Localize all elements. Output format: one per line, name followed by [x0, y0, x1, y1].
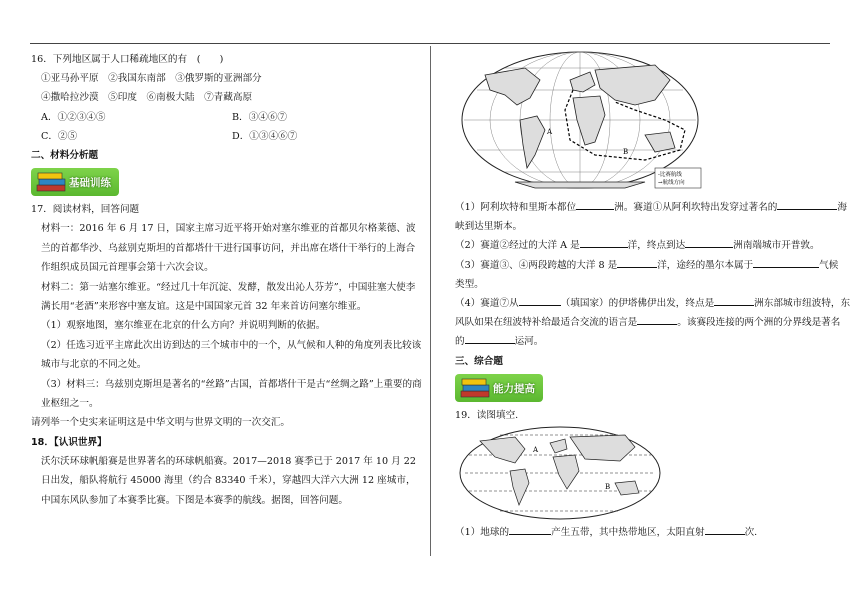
- left-column: [31, 50, 423, 510]
- q18-p3-text-a: （3）赛道③、④两段跨越的大洋 8 是: [455, 259, 618, 271]
- q18-p4-text-d: 风队如果在纽波特补给最适合交流的语言是: [455, 317, 638, 329]
- badge-basic-training: [31, 168, 119, 196]
- world-map-route-figure: [455, 50, 705, 196]
- q17-part-4: 请列举一个史实来证明这是中华文明与世界文明的一次交汇。: [31, 417, 291, 429]
- q16-option-c: C．②⑤: [41, 130, 78, 142]
- badge-ability-improvement: [455, 374, 543, 402]
- q19-stem: 19．读图填空.: [455, 409, 519, 421]
- q16-option-d: D．①③④⑥⑦: [232, 130, 298, 142]
- header-rule: [30, 43, 830, 44]
- q18-p4-text-f: 的: [455, 336, 465, 348]
- answer-blank[interactable]: [509, 524, 551, 535]
- q19-part-1: [455, 523, 827, 542]
- answer-blank[interactable]: [753, 257, 819, 268]
- q18-part-3: [455, 256, 839, 275]
- q17-part-1: （1）观察地图，塞尔维亚在北京的什么方向？并说明判断的依据。: [41, 320, 326, 332]
- q18-p4-text-a: （4）赛道⑦从: [455, 298, 519, 310]
- q18-part-4-line-2: [455, 313, 841, 332]
- q18-p4-text-b: （填国家）的伊塔佛伊出发，终点是: [560, 298, 715, 310]
- q17-part-3: （3）材料三：乌兹别克斯坦是著名的“丝路”古国，首都塔什干是古“丝绸之路”上重要的商业枢纽之一。: [41, 378, 422, 410]
- map-label-b: B: [623, 148, 629, 156]
- q18-p3-text-b: 洋，途经的墨尔本属于: [657, 259, 754, 271]
- antarctica-shape: [515, 182, 645, 188]
- q18-stem: 18．【认识世界】: [31, 436, 107, 448]
- map-legend-1: -比赛航线: [658, 172, 682, 178]
- q19-p1-text-c: 次.: [744, 527, 758, 539]
- q18-p2-text-c: 洲南端城市开普敦。: [733, 240, 820, 252]
- answer-blank[interactable]: [465, 333, 515, 344]
- q16-stem: 16．下列地区属于人口稀疏地区的有 ( ): [31, 54, 224, 65]
- map-label-a: A: [547, 128, 553, 136]
- five-zones-map: [455, 425, 827, 523]
- q18-part-4-line-3: [455, 332, 827, 351]
- q18-p1-text-c: 海: [837, 202, 847, 213]
- q16-option-b: B．③④⑥⑦: [232, 111, 288, 123]
- q18-p1-text-a: （1）阿利坎特和里斯本都位: [455, 202, 577, 213]
- world-map-zones-figure: [455, 425, 665, 521]
- q18-body: 沃尔沃环球帆船赛是世界著名的环球帆船赛。2017—2018 赛季已于 2017 年 10 月 22 日出发，船队将航行 45000 海里（约合 83340 千米），穿越四大洋六大洲 12 座城市，中国东风队参加了本赛季比赛。下图是本赛季的航线。据图，回答问题。: [41, 455, 416, 506]
- q16-items-1: ①亚马孙平原 ②我国东南部 ③俄罗斯的亚洲部分: [41, 73, 262, 85]
- answer-blank[interactable]: [777, 199, 837, 210]
- books-icon: [35, 170, 69, 194]
- q16-options-row-2: [31, 127, 423, 146]
- q18-p4-text-g: 运河。: [514, 336, 544, 348]
- answer-blank[interactable]: [617, 257, 657, 268]
- answer-blank[interactable]: [714, 295, 754, 306]
- q18-p4-text-e: 。该赛段连接的两个洲的分界线是著名: [677, 317, 841, 329]
- section-3-title: 三、综合题: [455, 355, 503, 367]
- q19-p1-text-a: （1）地球的: [455, 527, 510, 539]
- zone-map-label-b: B: [605, 483, 611, 492]
- zone-map-label-a: A: [533, 446, 539, 455]
- q18-p2-text-a: （2）赛道②经过的大洋 A 是: [455, 240, 580, 252]
- answer-blank[interactable]: [576, 199, 614, 210]
- answer-blank[interactable]: [519, 295, 561, 306]
- q18-part-4: [455, 294, 851, 313]
- q18-part-2: [455, 236, 827, 255]
- q17-material-2: 材料二：第一站塞尔维亚。“经过几十年沉淀、发酵，散发出沁人芬芳”，中国驻塞大使李满长用“老酒”来形容中塞友谊。这是中国国家元首 32 年来首访问塞尔维亚。: [41, 281, 416, 313]
- q18-part-1: [455, 198, 847, 217]
- section-2-title: 二、材料分析题: [31, 150, 99, 162]
- q17-material-1: 材料一：2016 年 6 月 17 日，国家主席习近平将开始对塞尔维亚的首都贝尔格莱德、波兰的首都华沙、乌兹别克斯坦的首都塔什干进行国事访问，并出席在塔什干举行的上海合作组织成员国元首理事会第十六次会议。: [41, 223, 416, 274]
- answer-blank[interactable]: [580, 237, 628, 248]
- right-column: [455, 50, 851, 542]
- world-route-map: [455, 50, 827, 198]
- answer-blank[interactable]: [705, 524, 745, 535]
- q18-part-1-cont: 峡到达里斯本。: [455, 221, 523, 233]
- books-icon: [459, 376, 493, 400]
- q16-option-a: A．①②③④⑤: [41, 111, 106, 123]
- q18-p2-text-b: 洋，终点到达: [627, 240, 686, 252]
- q17-stem: 17．阅读材料，回答问题: [31, 204, 140, 216]
- column-divider: [430, 46, 431, 556]
- q18-p1-text-b: 洲。赛道①从阿利坎特出发穿过著名的: [614, 202, 778, 213]
- q18-p4-text-c: 洲东部城市纽波特，东: [754, 298, 851, 310]
- q17-part-2: （2）任选习近平主席此次出访到达的三个城市中的一个，从气候和人种的角度列表比较该城市与北京的不同之处。: [41, 339, 422, 371]
- answer-blank[interactable]: [637, 314, 677, 325]
- q18-p3-text-c: 气候: [819, 259, 839, 271]
- q18-part-3-cont: 类型。: [455, 278, 484, 290]
- q19-p1-text-b: 产生五带，其中热带地区，太阳直射: [551, 527, 705, 539]
- badge-label: 基础训练: [69, 177, 111, 190]
- answer-blank[interactable]: [685, 237, 733, 248]
- q16-options-row-1: [31, 108, 423, 127]
- q16-items-2: ④撒哈拉沙漠 ⑤印度 ⑥南极大陆 ⑦青藏高原: [41, 92, 253, 104]
- badge-label: 能力提高: [493, 382, 535, 395]
- map-legend-2: →航线方向: [658, 180, 685, 186]
